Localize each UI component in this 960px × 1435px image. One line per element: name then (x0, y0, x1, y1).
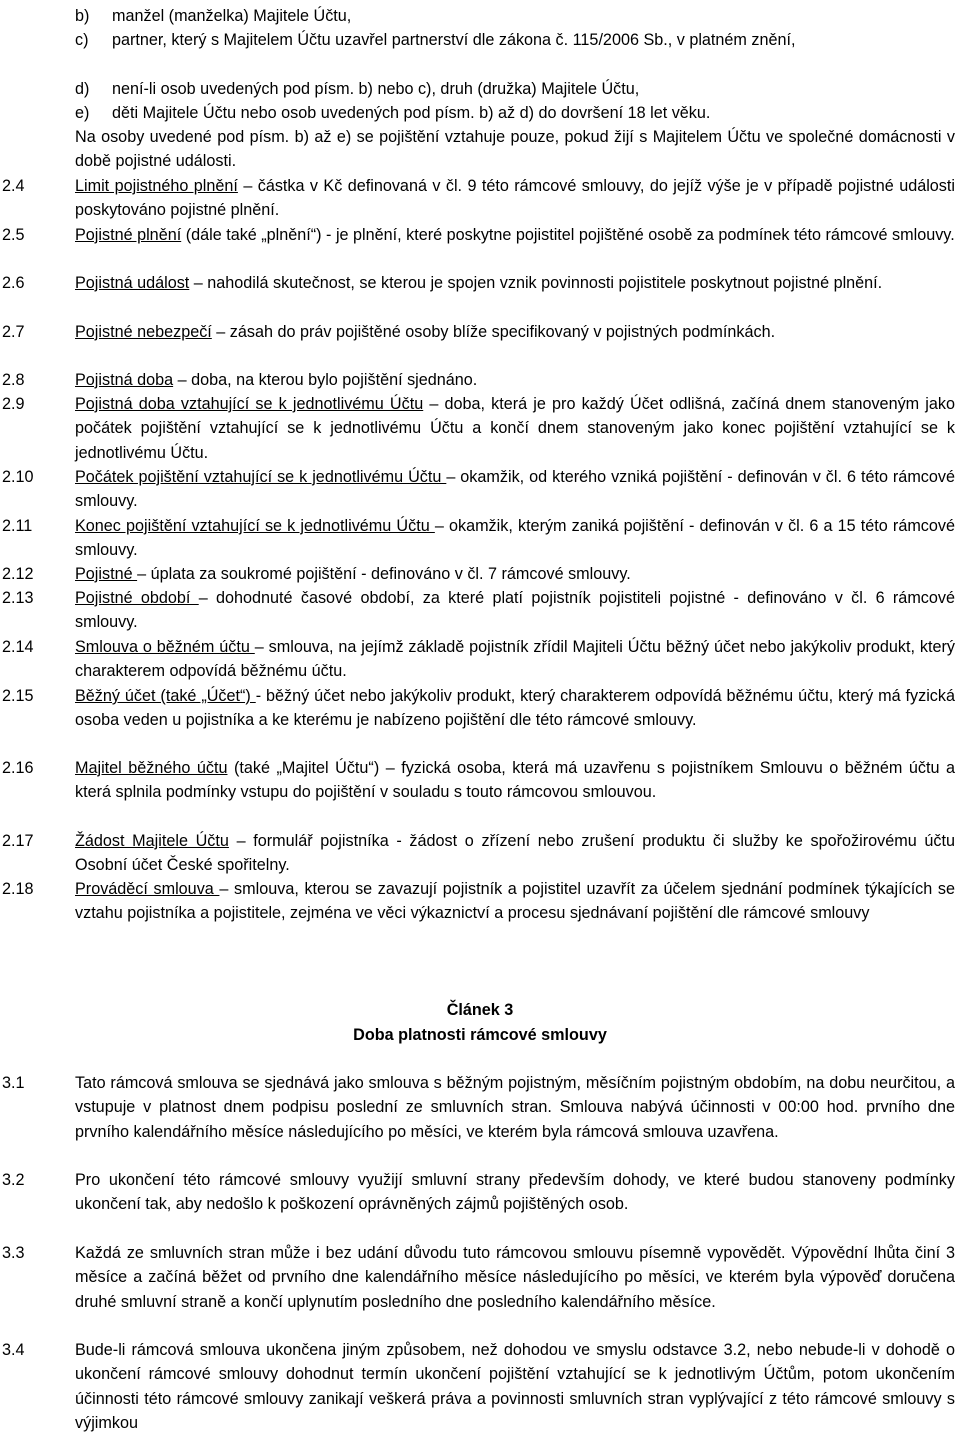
list-text: manžel (manželka) Majitele Účtu, (112, 7, 352, 25)
definition-number: 2.4 (2, 177, 25, 195)
definition-body (75, 586, 955, 635)
definition-term: Konec pojištění vztahující se k jednotlivému Účtu (75, 517, 435, 535)
definition-number: 2.17 (2, 832, 34, 850)
definition-number: 2.11 (2, 517, 33, 535)
definition-body (75, 271, 955, 295)
definition-number: 2.18 (2, 880, 34, 898)
definition-number: 2.6 (2, 274, 25, 292)
definition-item (0, 877, 960, 926)
definition-item (0, 465, 960, 514)
definition-body (75, 392, 955, 465)
definition-text: – okamžik, od kterého vzniká pojištění - definován v čl. 6 této rámcové smlouvy. (75, 468, 955, 511)
list-text: není-li osob uvedených pod písm. b) nebo c), druh (družka) Majitele Účtu, (112, 80, 640, 98)
definition-body (75, 174, 955, 223)
clause-text: Bude-li rámcová smlouva ukončena jiným způsobem, než dohodou ve smyslu odstavce 3.2, nebo nebude-li v dohodě o ukončení rámcové smlouvy dohodnut termín ukončení pojištění vztahující se k jednotlivým Účtům, potom ukončením účinnosti této rámcové smlouvy zanikají veškerá práva a povinnosti smluvních stran vyplývající z této rámcové smlouvy s výjimkou (75, 1341, 955, 1432)
clause-item (0, 1338, 960, 1435)
list-text: děti Majitele Účtu nebo osob uvedených pod písm. b) až d) do dovršení 18 let věku. (112, 104, 711, 122)
definition-text: – doba, která je pro každý Účet odlišná, začíná dnem stanoveným jako počátek pojištění vztahující se k jednotlivému Účtu a končí dnem stanoveným jako konec pojištění vztahující se k jednotlivému Účtu. (75, 395, 955, 462)
definition-term: Pojistná doba vztahující se k jednotlivému Účtu (75, 395, 424, 413)
definition-item (0, 320, 960, 344)
clause-item (0, 1168, 960, 1217)
definition-text: – formulář pojistníka - žádost o zřízení nebo zrušení produktu či služby ke spořožirovému účtu Osobní účet České spořitelny. (75, 832, 955, 875)
definition-number: 2.8 (2, 371, 25, 389)
clause-number: 3.1 (2, 1074, 25, 1092)
definition-text: – smlouva, na jejímž základě pojistník zřídil Majiteli Účtu běžný účet nebo jakýkoliv produkt, který charakterem odpovídá běžnému účtu. (75, 638, 955, 681)
clause-text: Tato rámcová smlouva se sjednává jako smlouva s běžným pojistným, měsíčním pojistným obdobím, na dobu neurčitou, a vstupuje v platnost dnem podpisu poslední ze smluvních stran. Smlouva nabývá účinnosti v 00:00 hod. prvního dne prvního kalendářního měsíce následujícího po měsíci, ve kterém byla rámcová smlouva uzavřena. (75, 1074, 955, 1141)
definition-text: (také „Majitel Účtu“) – fyzická osoba, která má uzavřenu s pojistníkem Smlouvu o běžném účtu a která splnila podmínky vstupu do pojištění v souladu s touto rámcovou smlouvou. (75, 759, 955, 802)
definition-item (0, 174, 960, 223)
definition-text: - běžný účet nebo jakýkoliv produkt, který charakterem odpovídá běžnému účtu, který má fyzická osoba veden u pojistníka a ke kterému je nabízeno pojištění dle této rámcové smlouvy. (75, 687, 955, 730)
definition-number: 2.13 (2, 589, 34, 607)
definition-body (75, 223, 955, 247)
definition-body (75, 877, 955, 926)
definition-term: Pojistné nebezpečí (75, 323, 212, 341)
definition-term: Žádost Majitele Účtu (75, 832, 229, 850)
definition-item (0, 635, 960, 684)
list-item (75, 77, 955, 101)
definition-term: Pojistné (75, 565, 138, 583)
list-text: partner, který s Majitelem Účtu uzavřel partnerství dle zákona č. 115/2006 Sb., v platném znění, (112, 31, 796, 49)
definition-text: – částka v Kč definovaná v čl. 9 této rámcové smlouvy, do jejíž výše je v případě pojistné události poskytováno pojistné plnění. (75, 177, 955, 220)
definition-item (0, 392, 960, 465)
definition-body (75, 465, 955, 514)
definition-number: 2.7 (2, 323, 25, 341)
note-paragraph: Na osoby uvedené pod písm. b) až e) se pojištění vztahuje pouze, pokud žijí s Majitelem Účtu ve společné domácnosti v době pojistné události. (75, 128, 955, 171)
list-item (75, 4, 955, 28)
definition-item (0, 223, 960, 247)
definition-body (75, 635, 955, 684)
definition-body (75, 684, 955, 733)
clause-text: Každá ze smluvních stran může i bez udání důvodu tuto rámcovou smlouvu písemně vypovědět. Výpovědní lhůta činí 3 měsíce a začíná běžet od prvního dne kalendářního měsíce následujícího po měsíci, ve kterém byla výpověď doručena druhé smluvní straně a končí uplynutím posledního dne posledního kalendářního měsíce. (75, 1244, 955, 1311)
definition-item (0, 514, 960, 563)
list-letter: e) (75, 104, 90, 122)
definition-text: – nahodilá skutečnost, se kterou je spojen vznik povinnosti pojistitele poskytnout pojistné plnění. (189, 274, 883, 292)
list-letter: b) (75, 7, 90, 25)
definition-text: – zásah do práv pojištěné osoby blíže specifikovaný v pojistných podmínkách. (211, 323, 776, 341)
definition-item (0, 368, 960, 392)
definition-text: – okamžik, kterým zaniká pojištění - definován v čl. 6 a 15 této rámcové smlouvy. (75, 517, 955, 560)
definition-text: (dále také „plnění“) - je plnění, které poskytne pojistitel pojištěné osobě za podmínek této rámcové smlouvy. (181, 226, 955, 244)
definition-item (0, 562, 960, 586)
clause-number: 3.4 (2, 1341, 25, 1359)
definition-term: Pojistná doba (75, 371, 174, 389)
definition-text: – úplata za soukromé pojištění - definováno v čl. 7 rámcové smlouvy. (137, 565, 631, 583)
definition-term: Smlouva o běžném účtu (75, 638, 255, 656)
definition-term: Pojistné plnění (75, 226, 182, 244)
definition-text: – doba, na kterou bylo pojištění sjednáno. (173, 371, 478, 389)
definition-body (75, 514, 955, 563)
definition-item (0, 829, 960, 878)
definition-term: Limit pojistného plnění (75, 177, 238, 195)
definition-body (75, 756, 955, 805)
definition-number: 2.12 (2, 565, 34, 583)
definition-term: Běžný účet (také „Účet“) (75, 687, 256, 705)
article-number: Článek 3 (446, 1001, 514, 1019)
definition-text: – dohodnuté časové období, za které platí pojistník pojistiteli pojistné - definováno v čl. 6 rámcové smlouvy. (75, 589, 955, 632)
definition-body (75, 562, 955, 586)
clause-item (0, 1241, 960, 1314)
clause-text: Pro ukončení této rámcové smlouvy využijí smluvní strany především dohody, ve které budou stanoveny podmínky ukončení tak, aby nedošlo k poškození oprávněných zájmů pojištěných osob. (75, 1171, 955, 1214)
clause-item (0, 1071, 960, 1144)
definition-body (75, 320, 955, 344)
definition-item (0, 271, 960, 295)
definition-body (75, 829, 955, 878)
definition-text: – smlouva, kterou se zavazují pojistník a pojistitel uzavřít za účelem sjednání podmínek týkajících se vztahu pojistníka a pojistitele, zejména ve věci výkaznictví a procesu sjednávaní pojištění dle rámcové smlouvy (75, 880, 956, 923)
list-item (75, 101, 955, 125)
definition-number: 2.15 (2, 687, 34, 705)
list-letter: c) (75, 31, 89, 49)
definition-number: 2.5 (2, 226, 25, 244)
definition-term: Pojistná událost (75, 274, 190, 292)
clause-number: 3.3 (2, 1244, 25, 1262)
definition-number: 2.16 (2, 759, 34, 777)
definition-number: 2.14 (2, 638, 34, 656)
clause-number: 3.2 (2, 1171, 25, 1189)
definition-item (0, 684, 960, 733)
definition-item (0, 756, 960, 805)
definition-term: Pojistné období (75, 589, 199, 607)
definition-term: Počátek pojištění vztahující se k jednotlivému Účtu (75, 468, 447, 486)
definition-number: 2.10 (2, 468, 34, 486)
list-item (75, 28, 955, 52)
definition-item (0, 586, 960, 635)
definition-body (75, 368, 955, 392)
list-letter: d) (75, 80, 90, 98)
definition-term: Prováděcí smlouva (75, 880, 220, 898)
definition-number: 2.9 (2, 395, 25, 413)
article-title: Doba platnosti rámcové smlouvy (353, 1026, 607, 1044)
definition-term: Majitel běžného účtu (75, 759, 228, 777)
